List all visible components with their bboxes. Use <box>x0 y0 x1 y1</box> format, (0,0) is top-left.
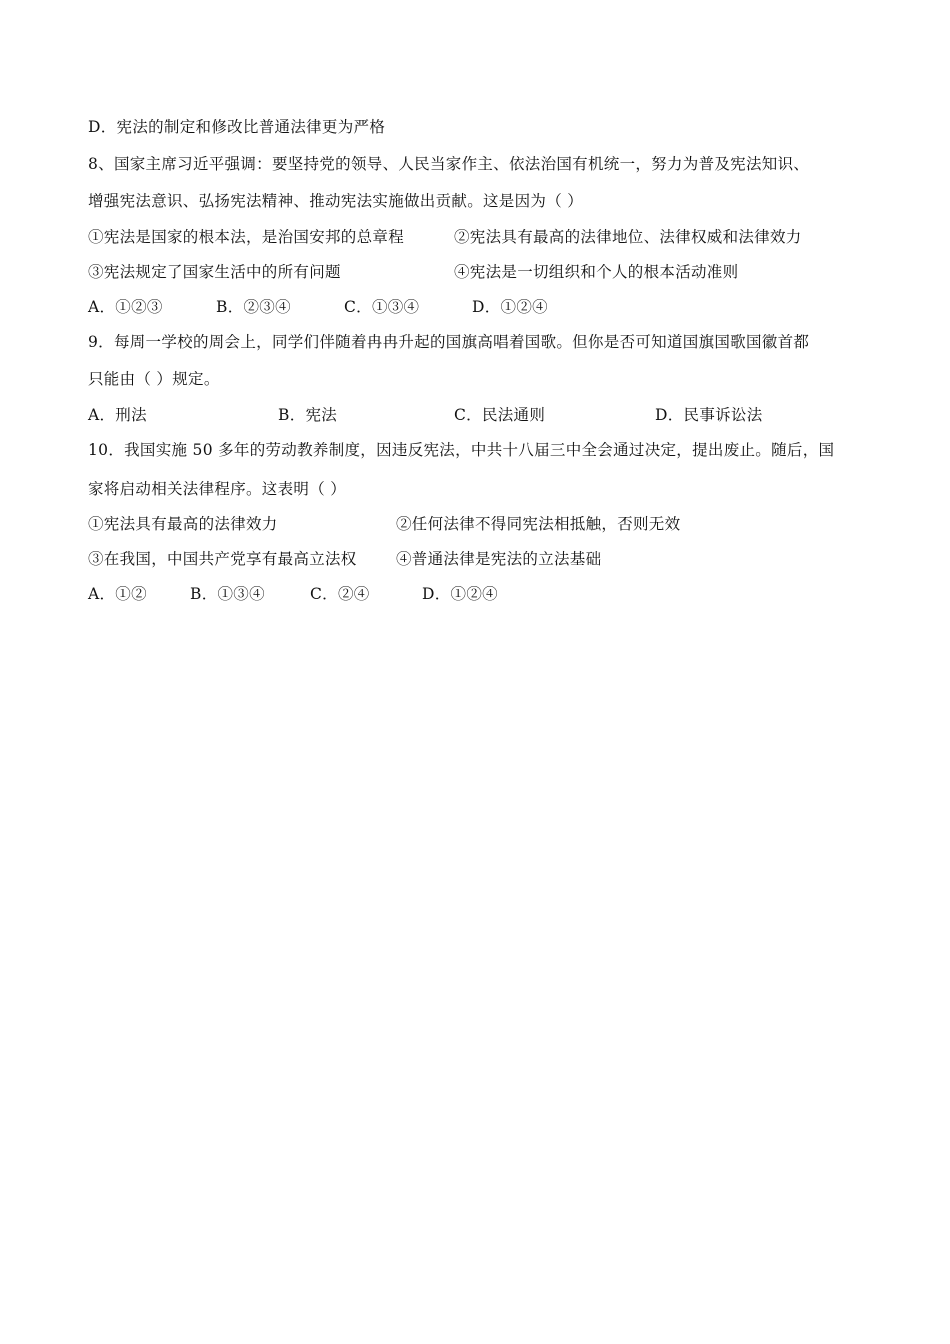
q10-statement-4: ④普通法律是宪法的立法基础 <box>396 550 602 568</box>
q10-statement-1: ①宪法具有最高的法律效力 <box>88 515 278 533</box>
q9-stem-line1: 9．每周一学校的周会上，同学们伴随着冉冉升起的国旗高唱着国歌。但你是否可知道国旗国歌国徽首都 <box>88 333 810 351</box>
q10-stem-line2: 家将启动相关法律程序。这表明（ ） <box>88 480 347 498</box>
q8-statement-2: ②宪法具有最高的法律地位、法律权威和法律效力 <box>454 228 802 246</box>
q9-choice-d: D．民事诉讼法 <box>655 406 763 424</box>
q10-choice-a: A．①② <box>88 585 147 603</box>
q8-choice-c: C．①③④ <box>344 298 420 316</box>
q7-option-d: D．宪法的制定和修改比普通法律更为严格 <box>88 118 386 136</box>
q8-stem-line1: 8、国家主席习近平强调：要坚持党的领导、人民当家作主、依法治国有机统一，努力为普及宪法知识、 <box>88 155 810 173</box>
q8-stem-line2: 增强宪法意识、弘扬宪法精神、推动宪法实施做出贡献。这是因为（ ） <box>88 192 584 210</box>
q9-choice-a: A．刑法 <box>88 406 147 424</box>
q8-statement-4: ④宪法是一切组织和个人的根本活动准则 <box>454 263 739 281</box>
q8-statement-3: ③宪法规定了国家生活中的所有问题 <box>88 263 341 281</box>
q9-stem-line2: 只能由（ ）规定。 <box>88 370 220 388</box>
q10-choice-c: C．②④ <box>310 585 370 603</box>
q10-choice-d: D．①②④ <box>422 585 498 603</box>
q9-choice-b: B．宪法 <box>278 406 338 424</box>
q10-statement-2: ②任何法律不得同宪法相抵触，否则无效 <box>396 515 681 533</box>
q8-choice-a: A．①②③ <box>88 298 163 316</box>
q10-stem-line1: 10．我国实施 50 多年的劳动教养制度，因违反宪法，中共十八届三中全会通过决定，提出废止。随后，国 <box>88 441 835 459</box>
q9-choice-c: C．民法通则 <box>454 406 546 424</box>
q8-statement-1: ①宪法是国家的根本法，是治国安邦的总章程 <box>88 228 405 246</box>
q8-choice-b: B．②③④ <box>216 298 291 316</box>
q8-choice-d: D．①②④ <box>472 298 548 316</box>
q10-statement-3: ③在我国，中国共产党享有最高立法权 <box>88 550 357 568</box>
q10-choice-b: B．①③④ <box>190 585 265 603</box>
